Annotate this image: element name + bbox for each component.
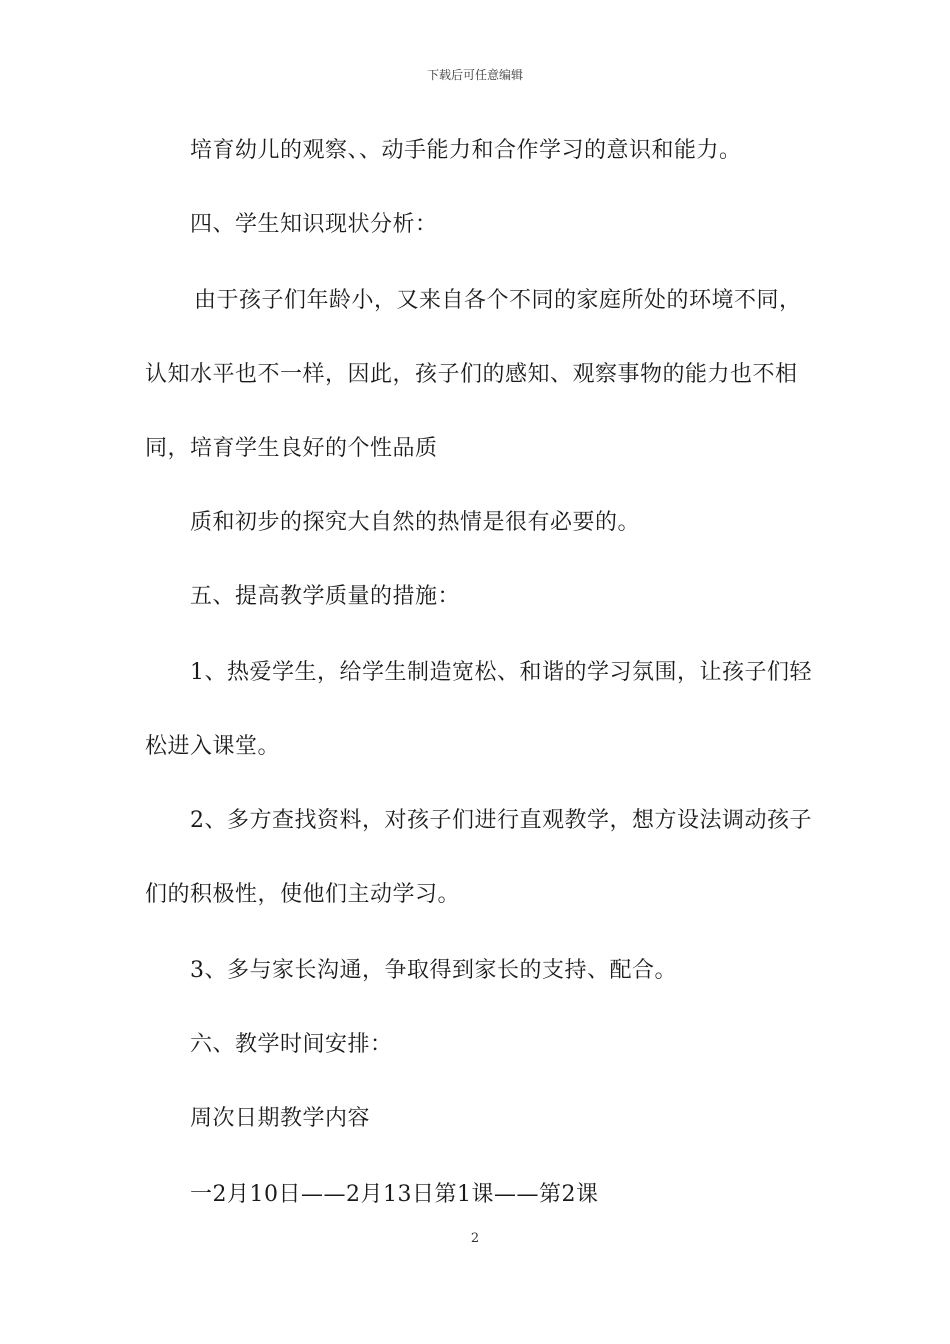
schedule-row: 一2月10日——2月13日第1课——第2课 <box>190 1182 599 1207</box>
paragraph-line: 培育幼儿的观察、、动手能力和合作学习的意识和能力。 <box>190 138 742 163</box>
list-item-3: 3、多与家长沟通，争取得到家长的支持、配合。 <box>190 958 677 983</box>
list-item-2-continued: 们的积极性，使他们主动学习。 <box>145 882 461 907</box>
schedule-header-row: 周次日期教学内容 <box>190 1106 371 1131</box>
list-item-1: 1、热爱学生，给学生制造宽松、和谐的学习氛围，让孩子们轻 <box>190 660 812 685</box>
paragraph-line: 质和初步的探究大自然的热情是很有必要的。 <box>190 510 641 535</box>
page-number: 2 <box>470 1231 480 1246</box>
section-heading-5: 五、提高教学质量的措施： <box>190 584 461 609</box>
page-header-note: 下载后可任意编辑 <box>426 68 523 82</box>
list-item-1-continued: 松进入课堂。 <box>145 734 281 759</box>
section-heading-6: 六、教学时间安排： <box>190 1032 393 1057</box>
paragraph-line: 同，培育学生良好的个性品质 <box>145 436 438 461</box>
list-item-2: 2、多方查找资料，对孩子们进行直观教学，想方设法调动孩子 <box>190 808 812 833</box>
paragraph-line: 由于孩子们年龄小，又来自各个不同的家庭所处的环境不同， <box>194 288 802 313</box>
paragraph-line: 认知水平也不一样，因此，孩子们的感知、观察事物的能力也不相 <box>145 362 798 387</box>
section-heading-4: 四、学生知识现状分析： <box>190 212 438 237</box>
